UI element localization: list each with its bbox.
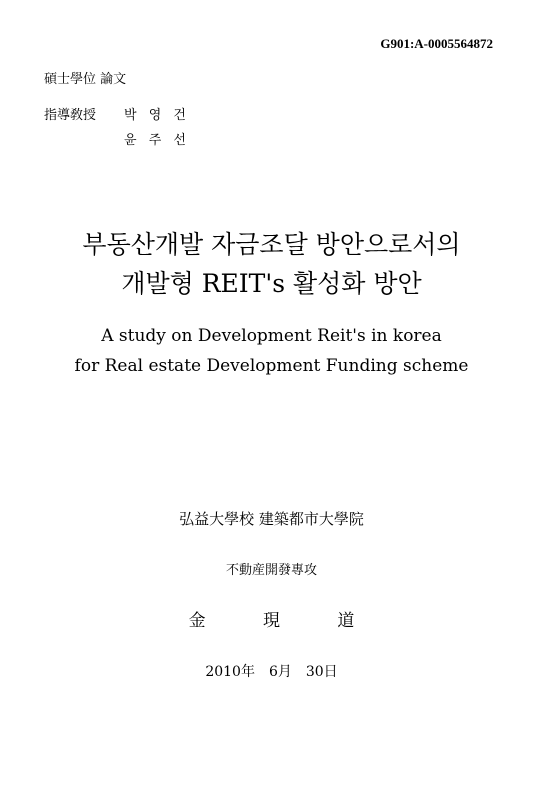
advisor-name-2: 윤 주 선 <box>124 133 190 148</box>
english-title-line-1: A study on Development Reit's in korea <box>101 326 442 346</box>
advisor-name-1: 박 영 건 <box>124 108 190 123</box>
author-name: 金 現 道 <box>188 611 381 631</box>
major-name: 不動産開發專攻 <box>225 563 317 578</box>
submission-date: 2010年 6月 30日 <box>205 664 338 680</box>
english-title-line-2: for Real estate Development Funding scheme <box>74 356 469 376</box>
degree-label: 碩士學位 論文 <box>44 72 127 87</box>
document-id: G901:A-0005564872 <box>380 36 493 51</box>
advisor-label: 指導敎授 <box>44 108 97 123</box>
school-name: 弘益大學校 建築都市大學院 <box>179 510 364 528</box>
korean-title-line-1: 부동산개발 자금조달 방안으로서의 <box>82 230 461 259</box>
korean-title-line-2: 개발형 REIT's 활성화 방안 <box>121 269 422 298</box>
